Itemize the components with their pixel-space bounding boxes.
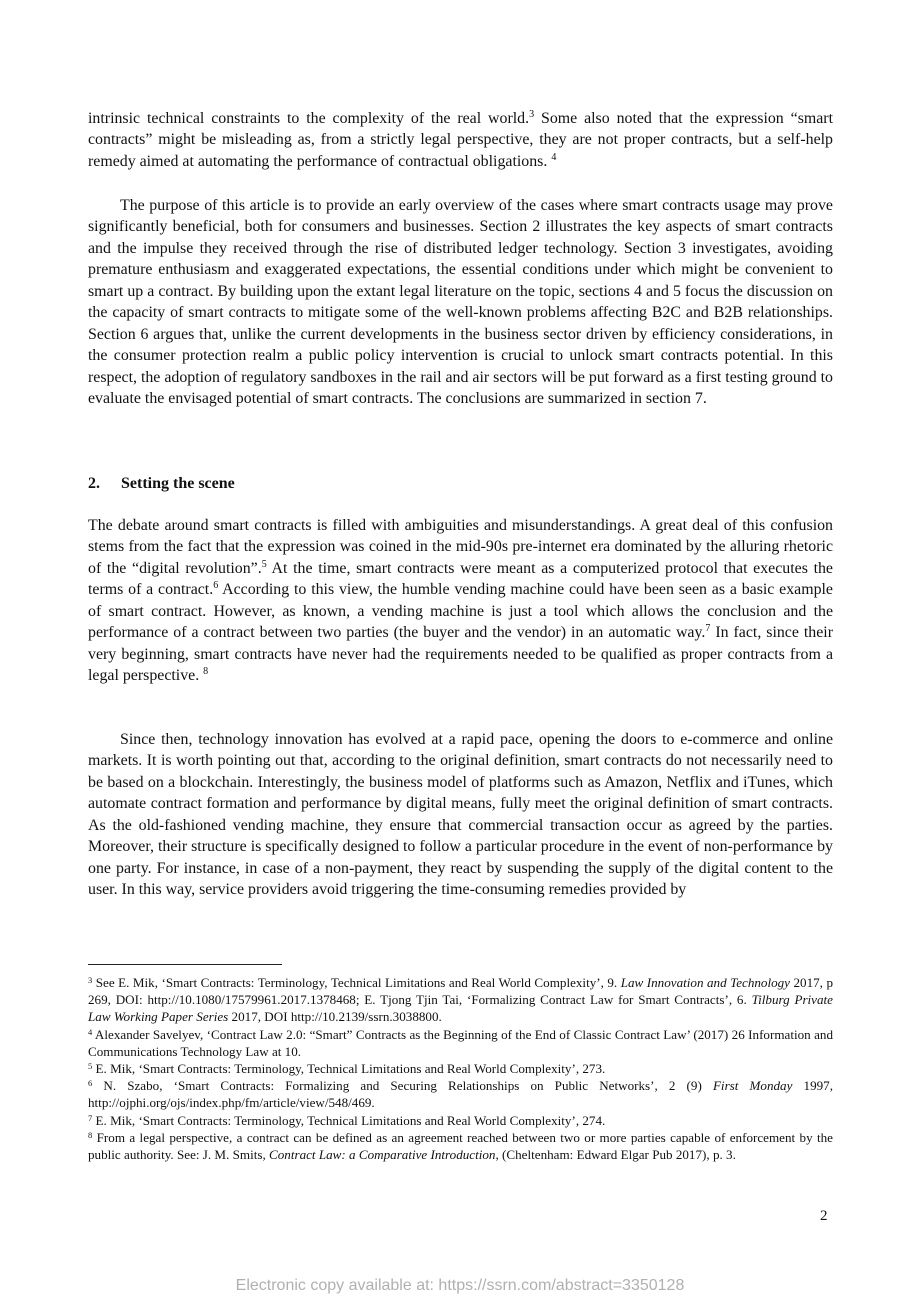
footnotes bbox=[88, 974, 833, 1163]
paragraph-1 bbox=[88, 108, 833, 172]
footnote-ref-4[interactable]: 4 bbox=[551, 151, 557, 163]
footnote-4 bbox=[88, 1026, 833, 1060]
footnote-italic: Contract Law: a Comparative Introduction bbox=[269, 1147, 496, 1163]
footnote-text: 2017, DOI http://10.2139/ssrn.3038800. bbox=[228, 1009, 442, 1025]
footnote-text: E. Mik, ‘Smart Contracts: Terminology, Technical Limitations and Real World Complexity’, 274. bbox=[92, 1112, 606, 1128]
section-number: 2. bbox=[88, 475, 100, 492]
footnote-text: 2017, p 269, DOI: http://10.1080/17579961.2017.1378468; E. Tjong Tjin Tai, ‘Formalizing Contract Law for Smart Contracts’, 6. bbox=[88, 975, 833, 1008]
section-title: Setting the scene bbox=[121, 475, 235, 492]
footnote-text: Alexander Savelyev, ‘Contract Law 2.0: “Smart” Contracts as the Beginning of the End of Classic Contract Law’ (2017) 26 Information and Communications Technology Law at 10. bbox=[88, 1026, 833, 1059]
footnote-3 bbox=[88, 974, 833, 1026]
paragraph-text: The debate around smart contracts is filled with ambiguities and misunderstandings. A great deal of this confusion stems from the fact that the expression was coined in the mid-90s pre-internet era dominated by the alluring rhetoric of the “digital revolution”. bbox=[88, 517, 833, 577]
paragraph-text: Since then, technology innovation has evolved at a rapid pace, opening the doors to e-commerce and online markets. It is worth pointing out that, according to the original definition, smart contracts do not necessarily need to be based on a blockchain. Interestingly, the business model of platforms such as Amazon, Netflix and iTunes, which automate contract formation and performance by digital means, fully meet the original definition of smart contracts. As the old-fashioned vending machine, they ensure that commercial transaction occur as agreed by the parties. Moreover, their structure is specifically designed to follow a particular procedure in the event of non-performance by one party. For instance, in case of a non-payment, they react by suspending the supply of the digital content to the user. In this way, service providers avoid triggering the time-consuming remedies provided by bbox=[88, 731, 833, 899]
footnote-5 bbox=[88, 1060, 833, 1077]
footnote-ref-7[interactable]: 7 bbox=[705, 623, 711, 635]
footnote-divider bbox=[88, 964, 282, 965]
footnote-number: 8 bbox=[88, 1129, 93, 1140]
section-heading bbox=[88, 473, 235, 494]
footnote-number: 4 bbox=[88, 1026, 93, 1037]
footnote-ref-5[interactable]: 5 bbox=[261, 558, 267, 570]
paragraph-text: According to this view, the humble vending machine could have been seen as a basic example of smart contract. However, as known, a vending machine is just a tool which allows the conclusion and the performance of a contract between two parties (the buyer and the vendor) in an automatic way. bbox=[88, 581, 833, 642]
paragraph-3 bbox=[88, 515, 833, 687]
footnote-ref-3[interactable]: 3 bbox=[529, 109, 535, 120]
footnote-number: 6 bbox=[88, 1078, 93, 1089]
footnote-8 bbox=[88, 1129, 833, 1163]
paragraph-text: intrinsic technical constraints to the complexity of the real world. bbox=[88, 110, 530, 127]
footnote-italic: First Monday bbox=[712, 1078, 793, 1094]
footnote-number: 5 bbox=[88, 1061, 93, 1072]
paragraph-text: At the time, smart contracts were meant as a computerized protocol that executes the terms of a contract. bbox=[88, 559, 833, 599]
paragraph-4 bbox=[88, 729, 833, 901]
page-number: 2 bbox=[820, 1208, 828, 1224]
footnote-text: N. Szabo, ‘Smart Contracts: Formalizing and Securing Relationships on Public Networks’, 2 (9) bbox=[92, 1078, 713, 1094]
footnote-text: 1997, http://ojphi.org/ojs/index.php/fm/article/view/548/469. bbox=[88, 1078, 833, 1111]
footnote-italic: Tilburg Private Law Working Paper Series bbox=[88, 992, 833, 1025]
paragraph-text: In fact, since their very beginning, smart contracts have never had the requirements needed to be qualified as proper contracts from a legal perspective. bbox=[88, 624, 833, 685]
paragraph-2 bbox=[88, 195, 833, 410]
footnote-text: E. Mik, ‘Smart Contracts: Terminology, Technical Limitations and Real World Complexity’, 273. bbox=[92, 1061, 606, 1077]
footnote-italic: Law Innovation and Technology bbox=[620, 975, 790, 990]
paragraph-text: The purpose of this article is to provide an early overview of the cases where smart contracts usage may prove significantly beneficial, both for consumers and businesses. Section 2 illustrates the key aspects of smart contracts and the impulse they received through the rise of distributed ledger technology. Section 3 investigates, avoiding premature enthusiasm and exaggerated expectations, the essential conditions under which might be convenient to smart up a contract. By building upon the extant legal literature on the topic, sections 4 and 5 focus the discussion on the capacity of smart contracts to mitigate some of the well-known problems affecting B2C and B2B relationships. Section 6 argues that, unlike the current developments in the business sector driven by efficiency considerations, in the consumer protection realm a public policy intervention is crucial to unlock smart contracts potential. In this respect, the adoption of regulatory sandboxes in the rail and air sectors will be put forward as a first testing ground to evaluate the envisaged potential of smart contracts. The conclusions are summarized in section 7. bbox=[88, 197, 833, 408]
footnote-text: See E. Mik, ‘Smart Contracts: Terminology, Technical Limitations and Real World Complexity’, 9. bbox=[92, 975, 621, 990]
ssrn-footer-link[interactable]: Electronic copy available at: https://ssrn.com/abstract=3350128 bbox=[235, 1277, 685, 1294]
footnote-text: From a legal perspective, a contract can be defined as an agreement reached between two or more parties capable of enforcement by the public authority. See: J. M. Smits, bbox=[88, 1129, 833, 1163]
paragraph-text: Some also noted that the expression “smart contracts” might be misleading as, from a strictly legal perspective, they are not proper contracts, but a self-help remedy aimed at automating the performance of contractual obligations. bbox=[88, 110, 833, 170]
footnote-6 bbox=[88, 1077, 833, 1111]
footnote-ref-6[interactable]: 6 bbox=[213, 580, 219, 592]
footnote-ref-8[interactable]: 8 bbox=[203, 666, 209, 678]
footnote-text: , (Cheltenham: Edward Elgar Pub 2017), p. 3. bbox=[495, 1147, 736, 1163]
footnote-number: 7 bbox=[88, 1112, 93, 1123]
footnote-number: 3 bbox=[88, 975, 93, 985]
footnote-7 bbox=[88, 1112, 833, 1129]
